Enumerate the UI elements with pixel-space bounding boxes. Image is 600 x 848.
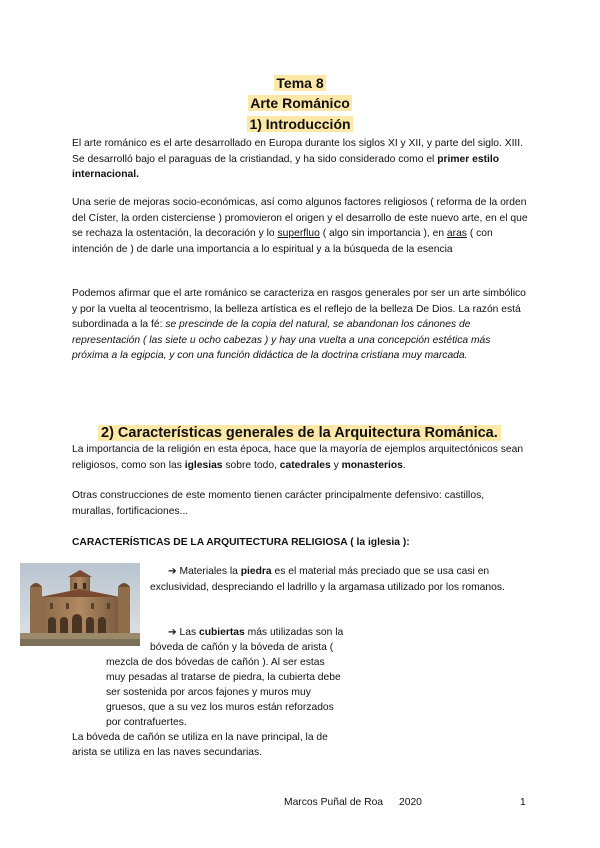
s2-p1-bold-monasterios: monasterios <box>341 459 403 471</box>
s2-p1-bold-iglesias: iglesias <box>184 459 223 471</box>
section2-title <box>98 424 501 442</box>
intro-p1-text: El arte románico es el arte desarrollado en Europa durante los siglos XI y XII, y parte del siglo. XIII. Se desarrolló bajo el paraguas de la cristiandad, y ha sido considerado como el <box>72 138 524 165</box>
romanesque-church-image <box>20 563 140 646</box>
cubiertas-line-7: por contrafuertes. <box>106 717 187 728</box>
tema-title <box>0 74 600 92</box>
intro-p2-text-b: ( algo sin importancia ), en <box>319 228 447 240</box>
arrow-icon: ➔ <box>168 566 177 577</box>
intro-p2-text-c: ( con intención de ) de darle una importancia a lo espiritual y a la búsqueda de la esencia <box>72 228 493 255</box>
intro-p2-text-a: Una serie de mejoras socio-económicas, así como algunos factores religiosos ( reforma de la orden del Císter, la orden cisterciense ) promovieron el origen y el desarrollo de este nuevo arte, en el que se rechaza la ostentación, la decoración y lo <box>72 197 528 240</box>
section2-paragraph-2 <box>72 488 528 519</box>
caracteristicas-heading: CARACTERÍSTICAS DE LA ARQUITECTURA RELIGIOSA ( la iglesia ): <box>72 537 410 548</box>
intro-paragraph-3 <box>72 286 528 364</box>
cubiertas-line-5: ser sostenida por arcos fajones y muros muy <box>106 687 311 698</box>
materiales-text-c: es el material más preciado que se usa casi en exclusividad, despreciando el ladrillo y la argamasa utilizado por los romanos. <box>150 566 505 593</box>
s2-p1-text-d: y <box>330 459 342 471</box>
intro-p2-underline-2: aras <box>446 228 467 240</box>
section2-paragraph-1 <box>72 442 528 473</box>
cubiertas-line-4: muy pesadas al tratarse de piedra, la cubierta debe <box>106 672 341 683</box>
intro-paragraph-2 <box>72 195 528 257</box>
intro-paragraph-1 <box>72 136 528 183</box>
tema-label: Tema 8 <box>276 75 324 91</box>
cubiertas-text-a: Las <box>176 627 199 638</box>
footer-year: 2020 <box>399 797 422 808</box>
arte-title <box>0 94 600 112</box>
cubiertas-line-2: bóveda de cañón y la bóveda de arista ( <box>150 642 334 653</box>
arrow-icon: ➔ <box>168 627 177 638</box>
cubiertas-line-1 <box>150 625 450 641</box>
materiales-bold-piedra: piedra <box>240 566 272 577</box>
cubiertas-text-c: más utilizadas son la <box>244 627 344 638</box>
intro-p2-underline-1: superfluo <box>277 228 320 240</box>
footer-author: Marcos Puñal de Roa <box>284 797 384 808</box>
arte-label: Arte Románico <box>250 95 350 111</box>
intro-p3-italic: se prescinde de la copia del natural, se abandonan los cánones de representación ( las siete u ocho cabezas ) y hay una vuelta a una concepción estética más próxima a la egipcia, y con una función didáctica de la doctrina cristiana muy marcada. <box>72 319 491 362</box>
boveda-line-2: arista se utiliza en las naves secundarias. <box>72 747 263 758</box>
section2-title-text: 2) Características generales de la Arquitectura Románica. <box>98 425 501 441</box>
cubiertas-line-3: mezcla de dos bóvedas de cañón ). Al ser estas <box>106 657 325 668</box>
s2-p1-text-e: . <box>402 459 406 471</box>
cubiertas-line-6: gruesos, que a su vez los muros están reforzados <box>106 702 334 713</box>
materiales-text-a: Materiales la <box>176 566 241 577</box>
intro-p1-bold: primer estilo internacional. <box>72 153 500 181</box>
s2-p1-text-c: sobre todo, <box>222 459 280 471</box>
footer-page-number: 1 <box>520 797 526 808</box>
s2-p1-text-a: La importancia de la religión en esta época, hace que la mayoría de ejemplos arquitectónicos sean religiosos, como son las <box>72 444 524 471</box>
s2-p2-text: Otras construcciones de este momento tienen carácter principalmente defensivo: castillos, murallas, fortificaciones... <box>72 490 485 517</box>
church-photo <box>20 563 140 646</box>
section1-title <box>0 115 600 133</box>
materiales-item <box>150 564 530 595</box>
section1-label: 1) Introducción <box>249 116 351 132</box>
cubiertas-bold: cubiertas <box>198 627 245 638</box>
boveda-line-1: La bóveda de cañón se utiliza en la nave principal, la de <box>72 732 328 743</box>
s2-p1-bold-catedrales: catedrales <box>279 459 331 471</box>
intro-p3-text: Podemos afirmar que el arte románico se caracteriza en rasgos generales por ser un arte simbólico y por la vuelta al teocentrismo, la belleza artística es el reflejo de la belleza De Dios. La razón está subordinada a la fé: <box>72 288 526 331</box>
